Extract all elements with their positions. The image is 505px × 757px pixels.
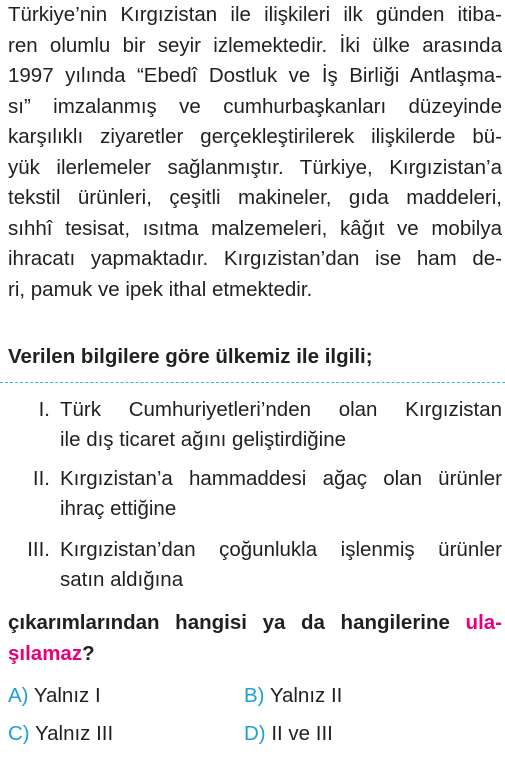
- question-stem: [8, 607, 502, 669]
- statement-number: I.: [38, 398, 50, 421]
- passage-line: Türkiye’nin Kırgızistan ile ilişkileri ilk günden itiba-: [8, 3, 502, 26]
- passage-line: tekstil ürünleri, çeşitli makineler, gıda maddeleri,: [8, 186, 502, 209]
- option-text: Yalnız I: [28, 684, 101, 707]
- option-text: Yalnız III: [29, 722, 114, 745]
- passage-line: ren olumlu bir seyir izlemektedir. İki ülke arasında: [8, 33, 502, 57]
- option-text: II ve III: [265, 722, 333, 745]
- passage-line: yük ilerlemeler sağlanmıştır. Türkiye, Kırgızistan’a: [8, 155, 502, 179]
- statement-text: Kırgızistan’a hammaddesi ağaç olan ürünler: [60, 467, 502, 490]
- passage: [8, 0, 502, 305]
- option-letter: D): [244, 722, 266, 745]
- option-text: Yalnız II: [264, 684, 343, 707]
- stem-emphasis: ula-: [465, 611, 502, 634]
- dashed-divider: [0, 382, 505, 383]
- statement-number: II.: [32, 467, 50, 490]
- passage-line: 1997 yılında “Ebedî Dostluk ve İş Birliği Antlaşma-: [8, 64, 502, 87]
- option-letter: B): [244, 684, 265, 707]
- passage-line: ri, pamuk ve ipek ithal etmektedir.: [8, 277, 313, 301]
- option-letter: C): [8, 722, 30, 745]
- passage-line: karşılıklı ziyaretler gerçekleştirilerek ilişkilerde bü-: [8, 125, 502, 148]
- stem-emphasis: şılamaz: [8, 642, 83, 665]
- passage-line: sı” imzalanmış ve cumhurbaşkanları düzeyinde: [8, 94, 502, 118]
- statement-number: III.: [27, 538, 50, 561]
- statement-text: ihraç ettiğine: [60, 497, 177, 520]
- passage-line: sıhhî tesisat, ısıtma malzemeleri, kâğıt ve mobilya: [8, 216, 502, 240]
- option-d[interactable]: [244, 719, 333, 749]
- statement-text: ile dış ticaret ağını geliştirdiğine: [60, 428, 347, 451]
- option-b[interactable]: [244, 681, 342, 711]
- statement-text: Türk Cumhuriyetleri’nden olan Kırgızistan: [60, 398, 502, 421]
- option-letter: A): [8, 684, 29, 707]
- question-lead: Verilen bilgilere göre ülkemiz ile ilgili;: [8, 345, 373, 368]
- stem-text: çıkarımlarından hangisi ya da hangilerine: [8, 611, 466, 634]
- stem-text: ?: [82, 642, 95, 665]
- statement-text: Kırgızistan’dan çoğunlukla işlenmiş ürünler: [60, 538, 502, 561]
- statement-text: satın aldığına: [60, 568, 184, 591]
- passage-line: ihracatı yapmaktadır. Kırgızistan’dan ise ham de-: [8, 247, 502, 270]
- option-a[interactable]: [8, 681, 101, 711]
- option-c[interactable]: [8, 719, 113, 749]
